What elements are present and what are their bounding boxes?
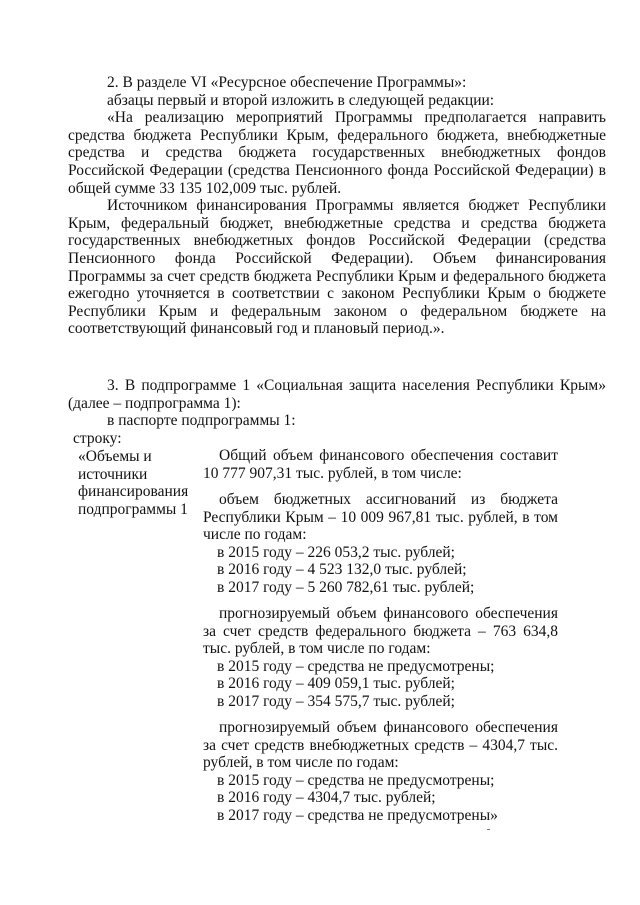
regional-year-2015: в 2015 году – 226 053,2 тыс. рублей; — [217, 543, 455, 561]
section-3-heading: 3. В подпрограмме 1 «Социальная защита населения Республики Крым» (далее – подпрограмма 1): — [68, 377, 606, 412]
extrabudget-year-2015: в 2015 году – средства не предусмотрены; — [217, 771, 495, 789]
funding-label-line: источники — [78, 465, 148, 483]
row-label: строку: — [73, 430, 122, 447]
funding-label-line: подпрограммы 1 — [78, 500, 188, 518]
funding-regional — [203, 491, 558, 597]
funding-label-line: «Объемы и — [78, 448, 152, 465]
federal-year-2017: в 2017 году – 354 575,7 тыс. рублей; — [217, 692, 455, 710]
extrabudget-year-2017: в 2017 году – средства не предусмотрены» — [217, 806, 498, 824]
federal-year-2016: в 2016 году – 409 059,1 тыс. рублей; — [217, 675, 455, 693]
regional-budget-text: объем бюджетных ассигнований из бюджета Республики Крым – 10 009 967,81 тыс. рублей, в том числе по годам: — [203, 491, 558, 544]
funding-row-label — [78, 448, 196, 518]
section-2-intro: абзацы первый и второй изложить в следующей редакции: — [107, 91, 495, 109]
section-2-paragraph-1: «На реализацию мероприятий Программы предполагается направить средства бюджета Республики Крым, федерального бюджета, внебюджетные средства и средства бюджета государственных внебюджетных фондов Российской Федерации (средства Пенсионного фонда Российской Федерации) в общей сумме 33 135 102,009 тыс. рублей. — [68, 109, 606, 197]
passport-note: в паспорте подпрограммы 1: — [107, 412, 296, 430]
federal-year-2015: в 2015 году – средства не предусмотрены; — [217, 657, 495, 675]
extrabudget-year-2016: в 2016 году – 4304,7 тыс. рублей; — [217, 789, 436, 807]
regional-year-2017: в 2017 году – 5 260 782,61 тыс. рублей; — [217, 578, 475, 596]
section-2-heading: 2. В разделе VI «Ресурсное обеспечение Программы»: — [107, 74, 467, 91]
funding-label-line: финансирования — [78, 483, 189, 501]
regional-year-2016: в 2016 году – 4 523 132,0 тыс. рублей; — [217, 561, 467, 579]
section-3 — [68, 377, 606, 430]
funding-extrabudget — [203, 719, 558, 825]
extrabudget-text: прогнозируемый объем финансового обеспечения за счет средств внебюджетных средств – 4304,7 тыс. рублей, в том числе по годам: — [203, 719, 558, 772]
federal-budget-text: прогнозируемый объем финансового обеспечения за счет средств федерального бюджета – 763 634,8 тыс. рублей, в том числе по годам: — [203, 605, 558, 658]
funding-total — [203, 447, 558, 482]
scan-speck — [487, 829, 490, 830]
funding-total-text: Общий объем финансового обеспечения составит 10 777 907,31 тыс. рублей, в том числе: — [203, 447, 558, 482]
section-2 — [68, 74, 606, 338]
section-2-paragraph-2: Источником финансирования Программы является бюджет Республики Крым, федеральный бюджет, внебюджетные средства и средства бюджета государственных внебюджетных фондов Российской Федерации (средства Пенсионного фонда Российской Федерации). Объем финансирования Программы за счет средств бюджета Республики Крым и федерального бюджета ежегодно уточняется в соответствии с законом Республики Крым о бюджете Республики Крым и федеральным законом о федеральном бюджете на соответствующий финансовый год и плановый период.». — [68, 197, 606, 338]
funding-federal — [203, 605, 558, 711]
